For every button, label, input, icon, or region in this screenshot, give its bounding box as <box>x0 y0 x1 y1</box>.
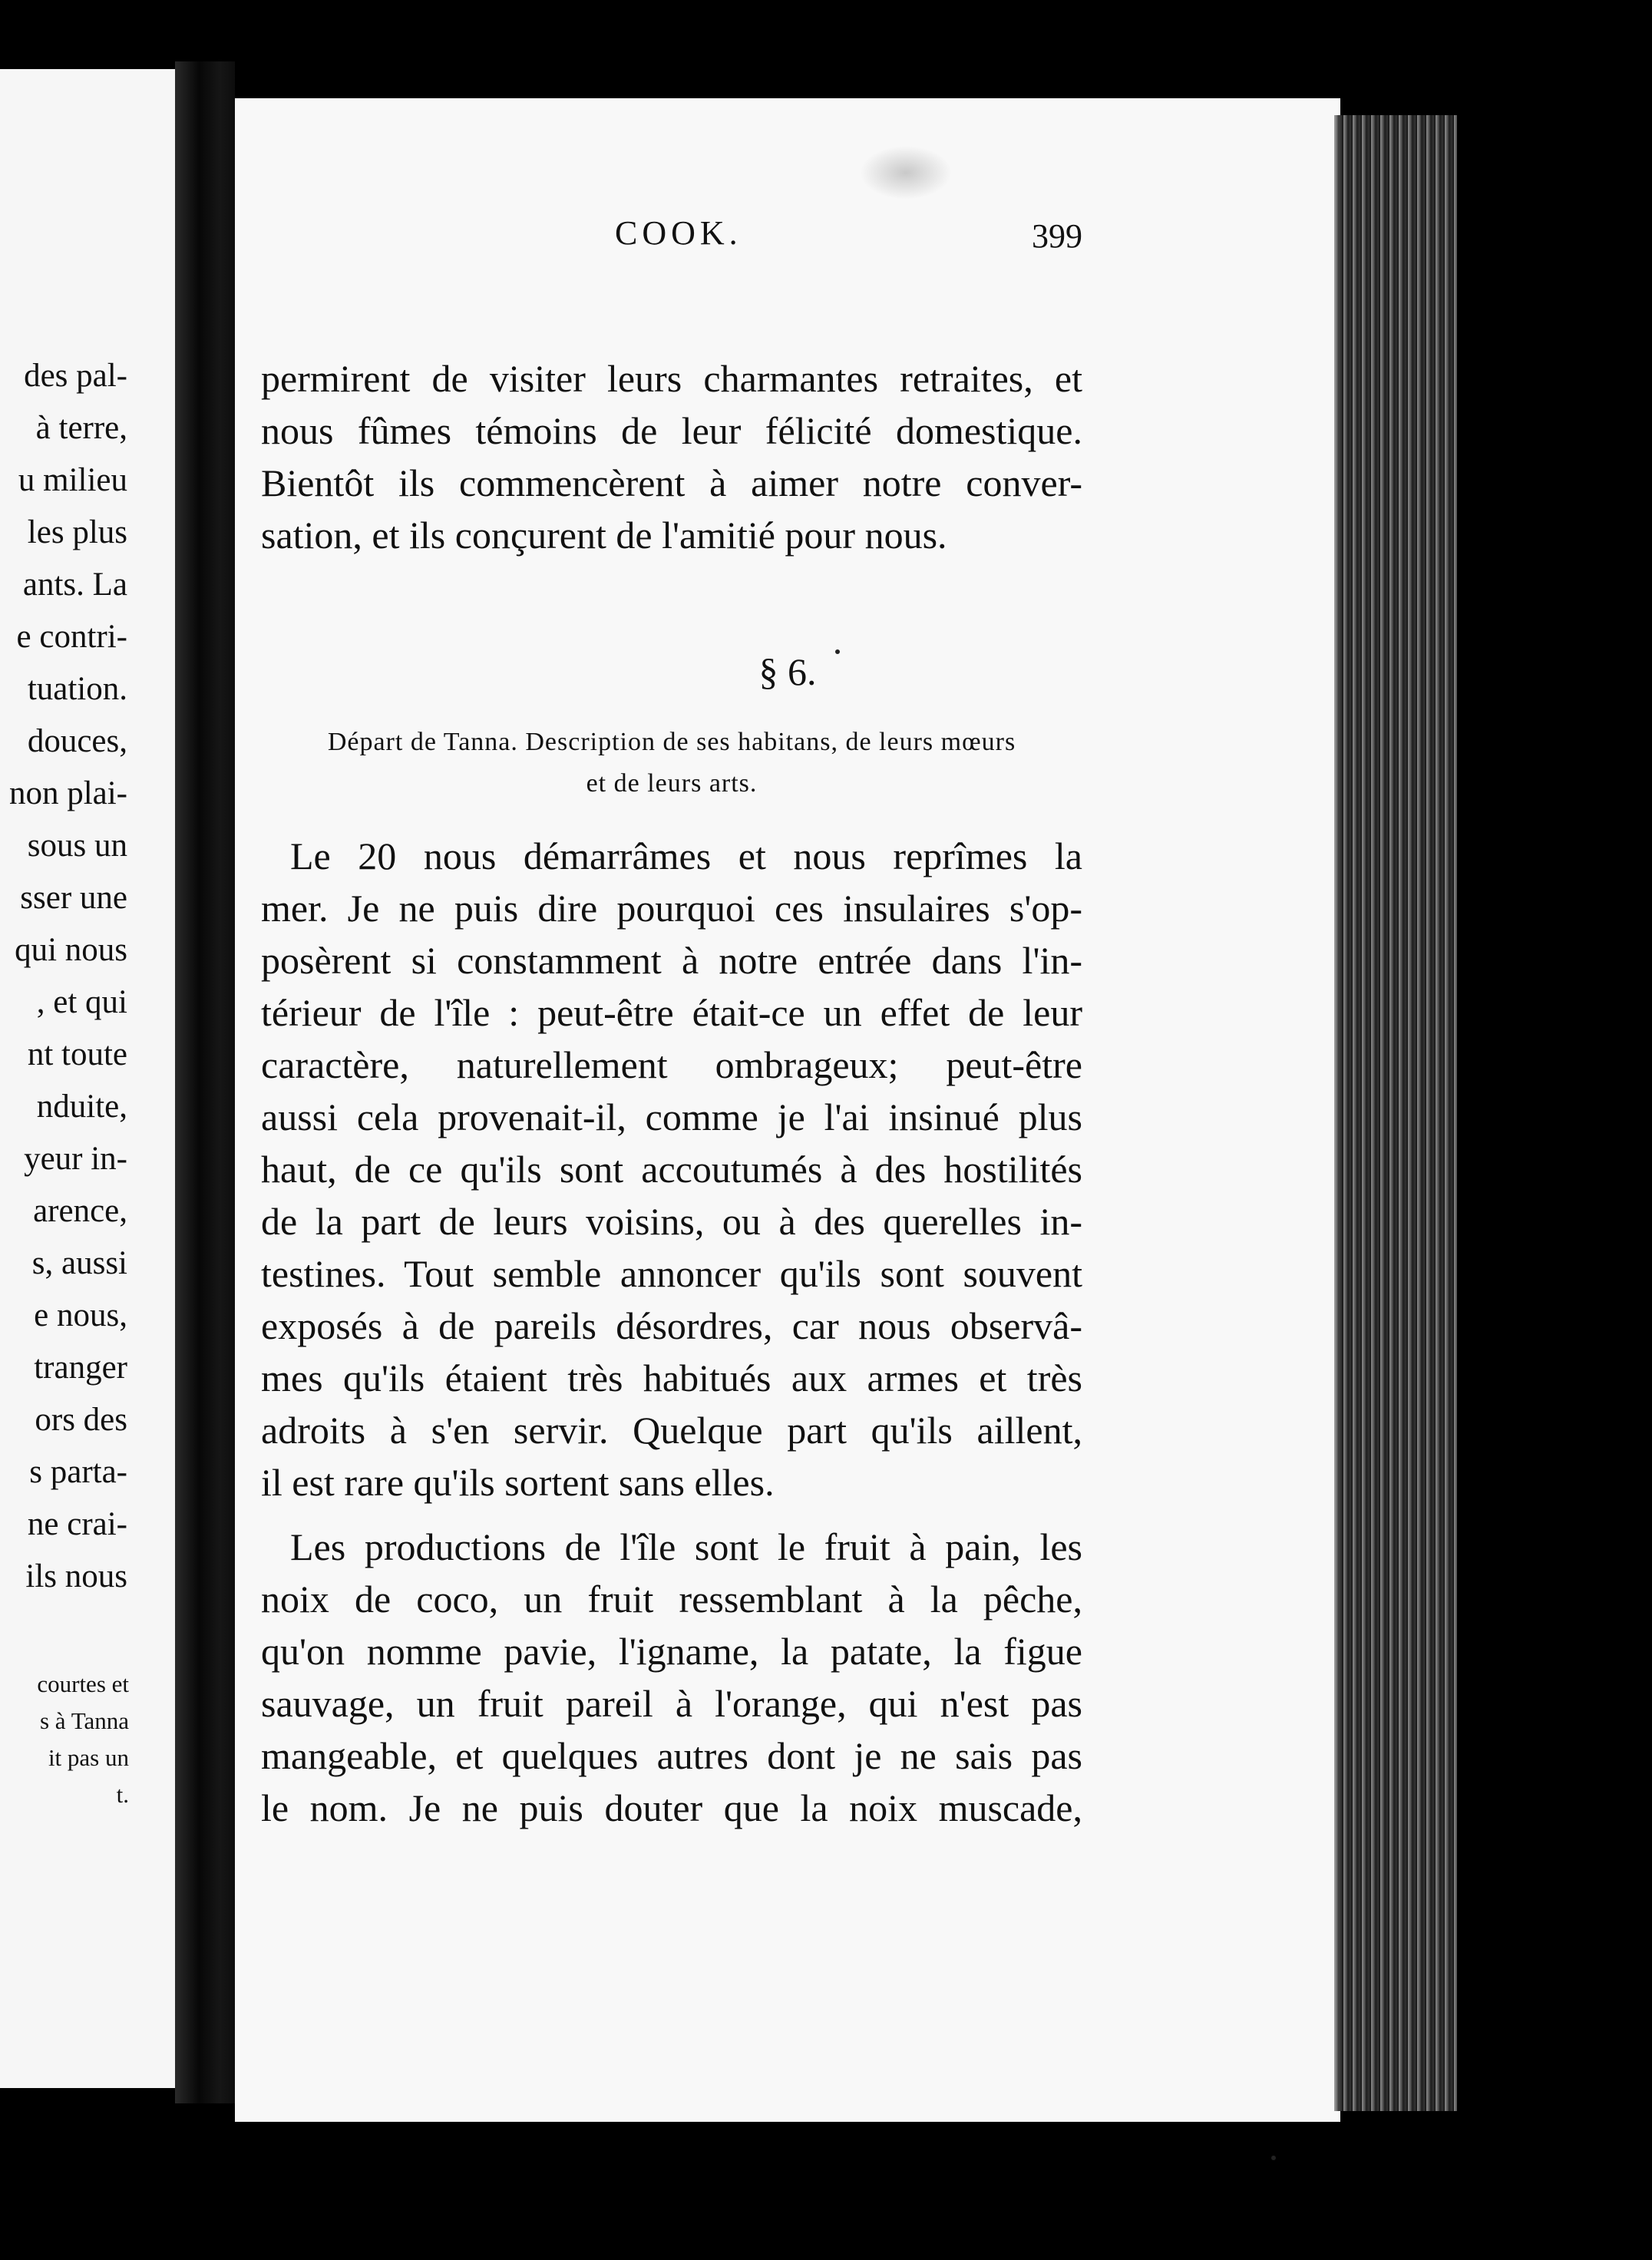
text-line: térieur de l'île : peut-être était-ce un effet de leur <box>261 991 1082 1034</box>
text-line: exposés à de pareils désordres, car nous observâ- <box>261 1304 1082 1347</box>
left-page-line: sser une <box>20 880 127 916</box>
text-line: posèrent si constamment à notre entrée dans l'in- <box>261 939 1082 982</box>
text-line: Les productions de l'île sont le fruit à pain, les <box>290 1525 1082 1568</box>
left-page-footnote-line: t. <box>116 1781 129 1808</box>
left-page-line: nduite, <box>36 1089 127 1125</box>
left-page-line: ne crai- <box>27 1506 127 1542</box>
text-line: sation, et ils conçurent de l'amitié pour nous. <box>261 514 947 557</box>
text-line: aussi cela provenait-il, comme je l'ai insinué plus <box>261 1095 1082 1138</box>
paper-smudge <box>860 146 952 200</box>
left-page-line: douces, <box>27 723 127 759</box>
left-page-line: arence, <box>33 1193 127 1229</box>
text-line: noix de coco, un fruit ressemblant à la pêche, <box>261 1578 1082 1621</box>
left-page-line: nt toute <box>27 1036 127 1072</box>
text-line: le nom. Je ne puis douter que la noix muscade, <box>261 1786 1082 1829</box>
left-page-line: ors des <box>35 1402 127 1438</box>
text-line: mes qu'ils étaient très habitués aux armes et très <box>261 1356 1082 1399</box>
left-page-footnote-line: courtes et <box>37 1670 129 1697</box>
left-page-line: qui nous <box>15 932 127 968</box>
left-page-line: u milieu <box>18 462 127 498</box>
text-line: permirent de visiter leurs charmantes retraites, et <box>261 357 1082 400</box>
left-page-line: tranger <box>34 1350 127 1386</box>
left-page-line: , et qui <box>36 984 127 1020</box>
section-mark: § 6. <box>758 650 817 693</box>
text-line: mer. Je ne puis dire pourquoi ces insulaires s'op- <box>261 887 1082 930</box>
text-line: testines. Tout semble annoncer qu'ils sont souvent <box>261 1252 1082 1295</box>
page-edges <box>1334 115 1457 2111</box>
section-summary-line: Départ de Tanna. Description de ses habitans, de leurs mœurs <box>327 728 1016 756</box>
text-line: Bientôt ils commencèrent à aimer notre conver- <box>261 461 1082 504</box>
running-header <box>235 206 1340 255</box>
left-page-footnote-line: it pas un <box>48 1744 129 1771</box>
left-page-line: e contri- <box>16 619 127 655</box>
left-page-line: ils nous <box>25 1558 127 1594</box>
left-page-line: s parta- <box>29 1454 127 1490</box>
page-number: 399 <box>1032 217 1082 255</box>
left-page-line: les plus <box>27 514 127 550</box>
left-page-line: ants. La <box>22 567 127 603</box>
text-line: haut, de ce qu'ils sont accoutumés à des hostilités <box>261 1148 1082 1191</box>
left-page-line: e nous, <box>34 1297 127 1333</box>
ink-speck <box>1271 2156 1276 2160</box>
text-line: de la part de leurs voisins, ou à des querelles in- <box>261 1200 1082 1243</box>
left-facing-page <box>0 69 175 2088</box>
left-page-line: à terre, <box>35 410 127 446</box>
text-line: caractère, naturellement ombrageux; peut-être <box>261 1043 1082 1086</box>
text-line: adroits à s'en servir. Quelque part qu'ils aillent, <box>261 1409 1082 1452</box>
text-line: mangeable, et quelques autres dont je ne sais pas <box>261 1734 1082 1777</box>
text-line: nous fûmes témoins de leur félicité domestique. <box>261 409 1082 452</box>
book-gutter <box>175 61 235 2103</box>
left-page-footnote-line: s à Tanna <box>39 1707 129 1734</box>
left-page-line: non plai- <box>8 775 127 811</box>
running-title: COOK. <box>615 214 742 252</box>
ink-speck <box>835 649 840 654</box>
text-line: Le 20 nous démarrâmes et nous reprîmes la <box>290 834 1082 877</box>
text-line: il est rare qu'ils sortent sans elles. <box>261 1461 775 1504</box>
left-page-line: sous un <box>27 828 127 864</box>
left-page-line: s, aussi <box>31 1245 127 1281</box>
section-summary-line: et de leurs arts. <box>586 769 758 798</box>
left-page-line: tuation. <box>27 671 127 707</box>
text-line: sauvage, un fruit pareil à l'orange, qui n'est pas <box>261 1682 1082 1725</box>
left-page-line: yeur in- <box>24 1141 127 1177</box>
text-line: qu'on nomme pavie, l'igname, la patate, la figue <box>261 1630 1082 1673</box>
left-page-line: des pal- <box>24 358 127 394</box>
